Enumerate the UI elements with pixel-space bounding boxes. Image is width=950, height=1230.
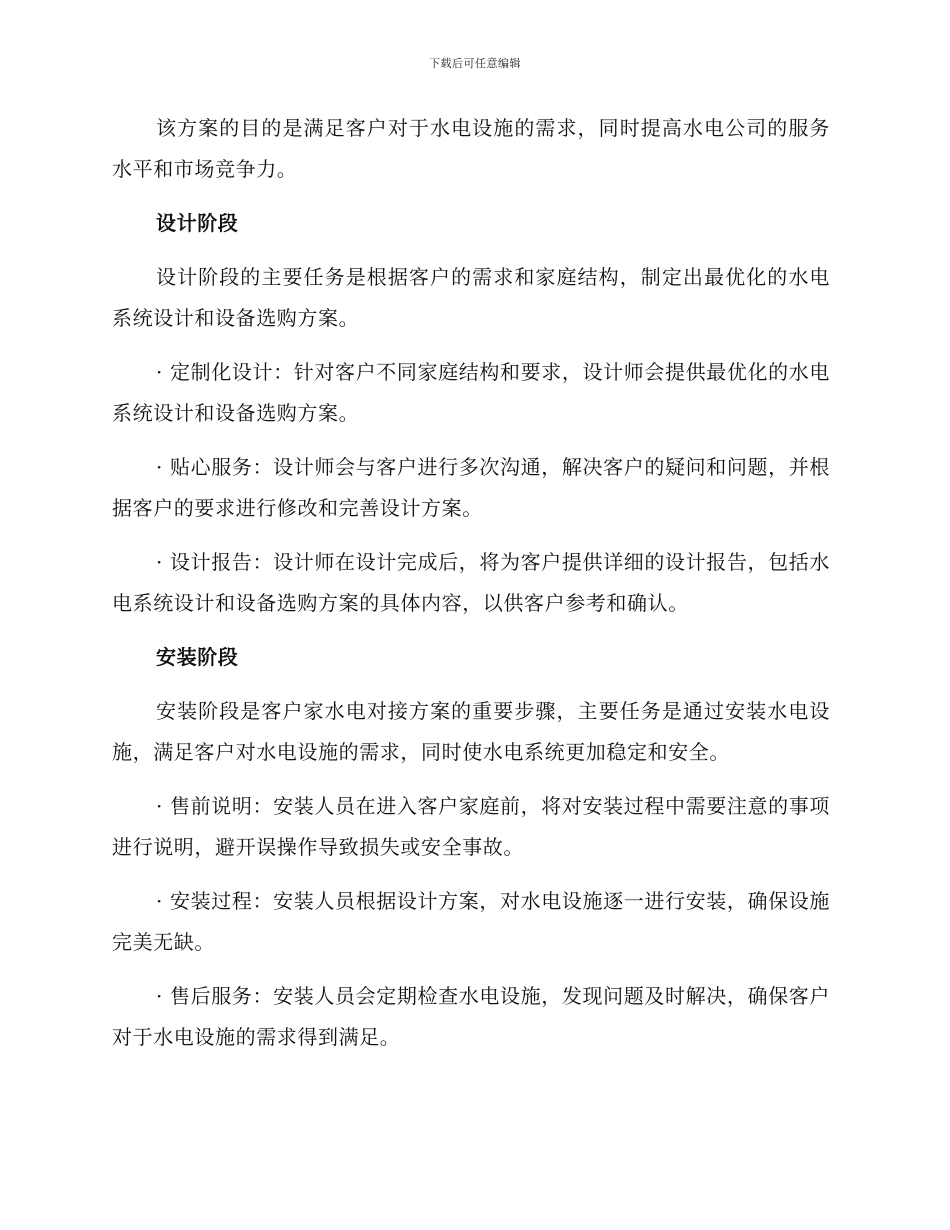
install-bullet-presale: · 售前说明：安装人员在进入客户家庭前，将对安装过程中需要注意的事项进行说明，避开误操作导致损失或安全事故。 xyxy=(112,794,830,859)
section-heading-design: 设计阶段 xyxy=(156,211,239,235)
intro-paragraph: 该方案的目的是满足客户对于水电设施的需求，同时提高水电公司的服务水平和市场竞争力。 xyxy=(112,116,830,181)
design-summary-paragraph: 设计阶段的主要任务是根据客户的需求和家庭结构，制定出最优化的水电系统设计和设备选购方案。 xyxy=(112,265,830,330)
design-bullet-custom: · 定制化设计：针对客户不同家庭结构和要求，设计师会提供最优化的水电系统设计和设备选购方案。 xyxy=(112,360,830,425)
install-bullet-aftersale: · 售后服务：安装人员会定期检查水电设施，发现问题及时解决，确保客户对于水电设施的需求得到满足。 xyxy=(112,984,830,1049)
document-body xyxy=(112,108,830,1071)
page-header: 下载后可任意编辑 xyxy=(429,57,521,70)
section-heading-install: 安装阶段 xyxy=(156,645,239,669)
design-bullet-service: · 贴心服务：设计师会与客户进行多次沟通，解决客户的疑问和问题，并根据客户的要求进行修改和完善设计方案。 xyxy=(112,455,830,520)
design-bullet-report: · 设计报告：设计师在设计完成后，将为客户提供详细的设计报告，包括水电系统设计和设备选购方案的具体内容，以供客户参考和确认。 xyxy=(112,550,830,615)
install-bullet-process: · 安装过程：安装人员根据设计方案，对水电设施逐一进行安装，确保设施完美无缺。 xyxy=(112,889,830,954)
install-summary-paragraph: 安装阶段是客户家水电对接方案的重要步骤，主要任务是通过安装水电设施，满足客户对水电设施的需求，同时使水电系统更加稳定和安全。 xyxy=(112,699,830,764)
